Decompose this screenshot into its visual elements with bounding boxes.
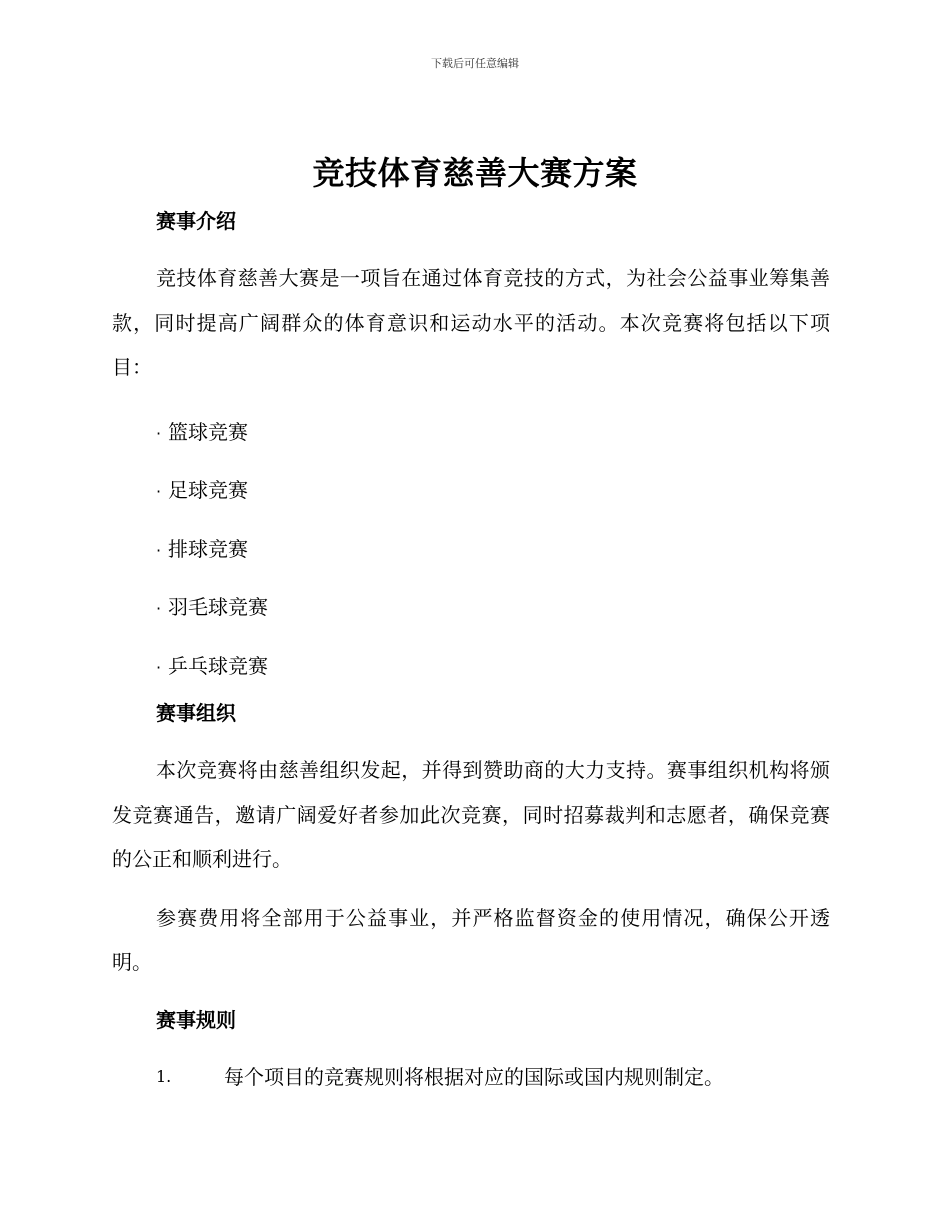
list-item-label: 羽毛球竞赛 [168, 595, 268, 619]
section-heading-organization: 赛事组织 [156, 701, 236, 725]
list-item [112, 638, 830, 697]
section-heading-rules: 赛事规则 [156, 1007, 236, 1032]
organization-paragraph-1: 本次竞赛将由慈善组织发起，并得到赞助商的大力支持。赛事组织机构将颁发竞赛通告，邀请广阔爱好者参加此次竞赛，同时招募裁判和志愿者，确保竞赛的公正和顺利进行。 [112, 758, 830, 871]
list-item [112, 579, 830, 638]
page-header-note: 下载后可任意编辑 [431, 57, 519, 70]
list-item-label: 足球竞赛 [168, 478, 248, 502]
document-title: 竞技体育慈善大赛方案 [312, 154, 638, 192]
list-item-label: 篮球竞赛 [168, 419, 248, 444]
bullet-icon: · [156, 599, 162, 618]
list-item [112, 521, 830, 580]
list-item-label: 排球竞赛 [168, 536, 248, 561]
section-heading-intro: 赛事介绍 [156, 209, 236, 233]
bullet-icon: · [156, 540, 162, 560]
list-item [112, 462, 830, 521]
rule-text: 每个项目的竞赛规则将根据对应的国际或国内规则制定。 [224, 1064, 724, 1089]
list-item-label: 乒乓球竞赛 [168, 653, 268, 678]
rule-number: 1. [156, 1066, 172, 1086]
organization-paragraph-2: 参赛费用将全部用于公益事业，并严格监督资金的使用情况，确保公开透明。 [112, 905, 830, 974]
bullet-icon: · [156, 657, 162, 677]
rule-item [112, 1055, 830, 1099]
document-body [112, 204, 830, 1099]
event-list [112, 404, 830, 697]
bullet-icon: · [156, 423, 162, 443]
bullet-icon: · [156, 482, 162, 501]
intro-paragraph: 竞技体育慈善大赛是一项旨在通过体育竞技的方式，为社会公益事业筹集善款，同时提高广阔群众的体育意识和运动水平的活动。本次竞赛将包括以下项目： [112, 266, 830, 379]
list-item [112, 404, 830, 463]
